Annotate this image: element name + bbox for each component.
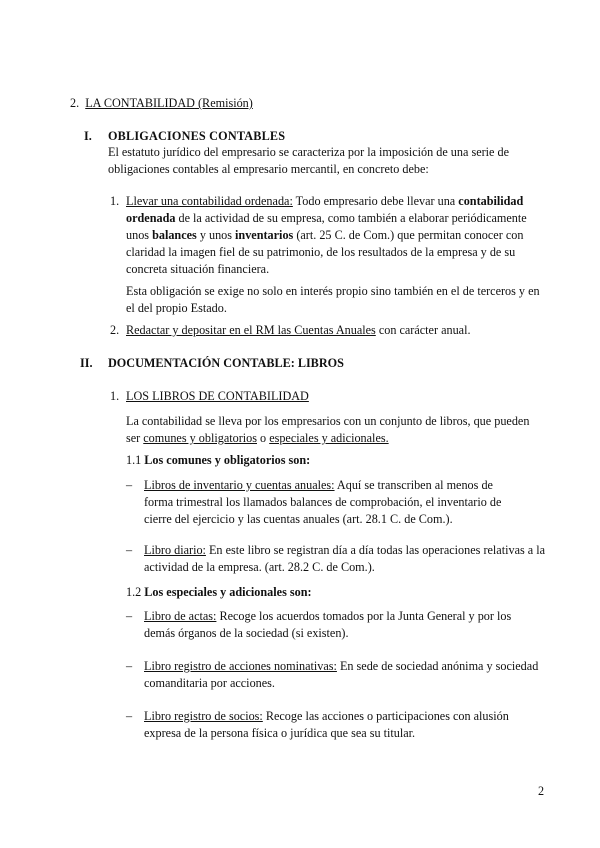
subsection-1-2-heading: 1.2 Los especiales y adicionales son: [126, 585, 312, 599]
part2-heading: DOCUMENTACIÓN CONTABLE: LIBROS [108, 356, 344, 370]
section-heading [70, 95, 370, 112]
item1-paragraph-2: Esta obligación se exige no solo en interés propio sino también en el de terceros y en el del propio Estado. [126, 284, 540, 315]
list-item-diario: Libro diario: En este libro se registran día a día todas las operaciones relativas a la actividad de la empresa. (art. 28.2 C. de Com.). [144, 543, 546, 574]
list-item-dash: – [126, 709, 133, 723]
list-item-dash: – [126, 609, 133, 623]
section-title: LA CONTABILIDAD (Remisión) [85, 96, 253, 110]
part2-intro: La contabilidad se lleva por los empresarios con un conjunto de libros, que pueden ser comunes y obligatorios o especiales y adicionales. [126, 414, 530, 445]
section-number: 2. [70, 96, 80, 110]
item1-title: Llevar una contabilidad ordenada: [126, 194, 293, 208]
item1-number: 1. [110, 194, 120, 208]
list-item-inventario: Libros de inventario y cuentas anuales: Aquí se transcriben al menos de forma trimestral los llamados balances de comprobación, el inventario de cierre del ejercicio y las cuentas anuales (art. 28.1 C. de Com.). [144, 478, 502, 526]
list-item-dash: – [126, 478, 133, 492]
list-item-actas: Libro de actas: Recoge los acuerdos tomados por la Junta General y por los demás órganos de la sociedad (si existen). [144, 609, 512, 640]
item2-title: Redactar y depositar en el RM las Cuentas Anuales [126, 323, 376, 337]
part1-roman: I. [84, 129, 92, 143]
sub1-number: 1. [110, 389, 120, 403]
list-item-acciones-nominativas: Libro registro de acciones nominativas: En sede de sociedad anónima y sociedad comanditaria por acciones. [144, 659, 539, 690]
item2-paragraph: Redactar y depositar en el RM las Cuentas Anuales con carácter anual. [126, 323, 471, 337]
list-item-socios: Libro registro de socios: Recoge las acciones o participaciones con alusión expresa de la persona física o jurídica que sea su titular. [144, 709, 509, 740]
item2-number: 2. [110, 323, 120, 337]
sub1-title: LOS LIBROS DE CONTABILIDAD [126, 389, 309, 403]
part2-roman: II. [80, 356, 93, 370]
page-number: 2 [538, 784, 545, 798]
list-item-dash: – [126, 659, 133, 673]
part1-heading: OBLIGACIONES CONTABLES [108, 129, 286, 143]
item1-paragraph: Llevar una contabilidad ordenada: Todo empresario debe llevar una contabilidad ordenada de la actividad de su empresa, como también a elaborar periódicamente unos balances y unos inventarios (art. 25 C. de Com.) que permitan conocer con claridad la imagen fiel de su patrimonio, de los resultados de la empresa y de su concreta situación financiera. [126, 194, 527, 276]
subsection-1-1-heading: 1.1 Los comunes y obligatorios son: [126, 453, 311, 467]
part1-intro: El estatuto jurídico del empresario se caracteriza por la imposición de una serie de obligaciones contables al empresario mercantil, en concreto debe: [108, 145, 510, 176]
list-item-dash: – [126, 543, 133, 557]
